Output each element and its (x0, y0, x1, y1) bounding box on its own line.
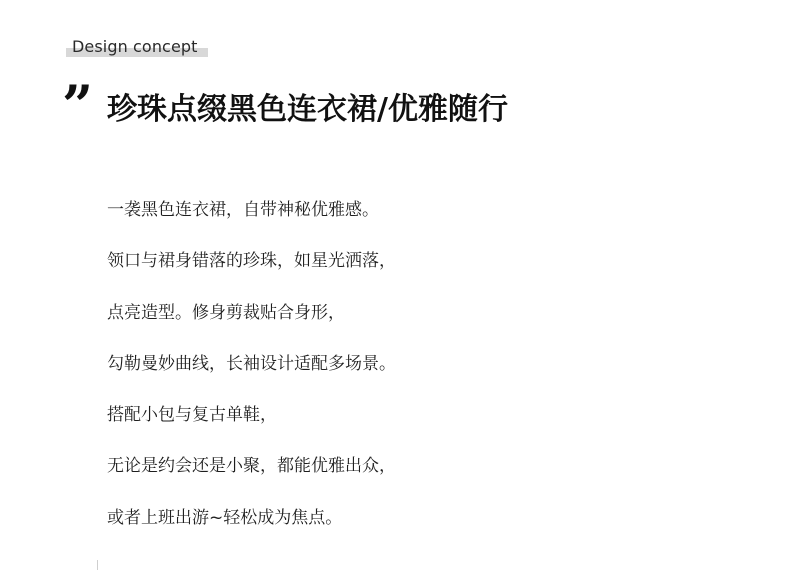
divider (97, 560, 98, 570)
page-title: 珍珠点缀黑色连衣裙/优雅随行 (107, 92, 508, 127)
quote-mark-icon: ” (62, 73, 94, 137)
description-line: 或者上班出游~轻松成为焦点。 (107, 507, 343, 528)
description-line: 点亮造型。修身剪裁贴合身形， (107, 302, 345, 323)
description-line: 搭配小包与复古单鞋， (107, 405, 277, 426)
section-tag-label: Design concept (72, 37, 198, 56)
description-text (107, 198, 396, 557)
description-line: 领口与裙身错落的珍珠，如星光洒落， (107, 251, 396, 272)
description-line: 无论是约会还是小聚，都能优雅出众， (107, 456, 396, 477)
description-line: 一袭黑色连衣裙，自带神秘优雅感。 (107, 200, 379, 220)
description-line: 勾勒曼妙曲线，长袖设计适配多场景。 (107, 353, 396, 374)
